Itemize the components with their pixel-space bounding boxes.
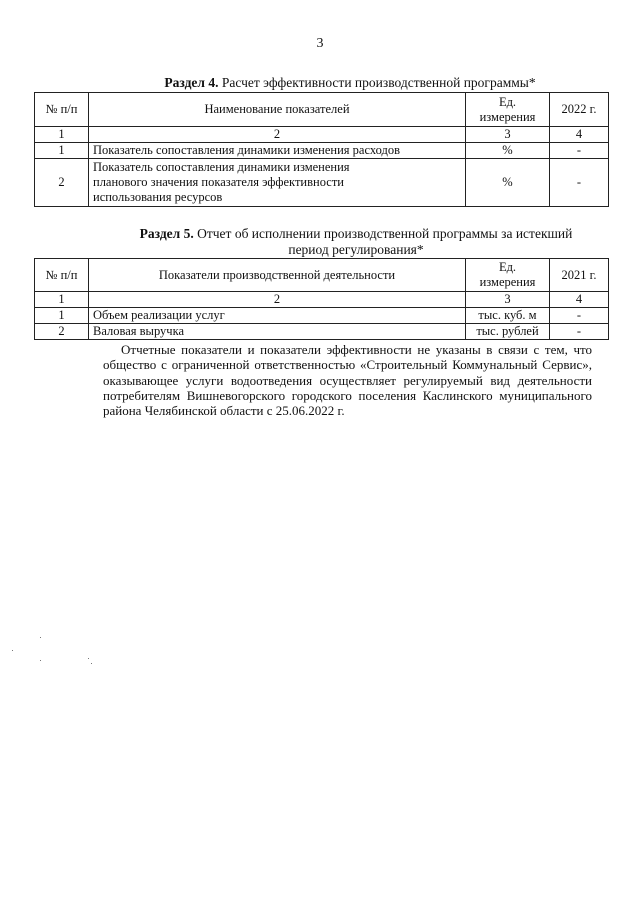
table-cell: - bbox=[550, 143, 609, 159]
table-row bbox=[35, 324, 609, 340]
table-cell: % bbox=[466, 159, 550, 207]
table-cell: 1 bbox=[35, 308, 89, 324]
header-num: № п/п bbox=[35, 259, 89, 292]
section5-title-line2: период регулирования* bbox=[288, 242, 424, 257]
table-cell: - bbox=[550, 324, 609, 340]
scan-speck bbox=[40, 637, 41, 638]
table-header-row bbox=[35, 93, 609, 127]
scan-speck bbox=[91, 663, 92, 664]
scan-speck bbox=[12, 650, 13, 651]
table-cell: 1 bbox=[35, 292, 89, 308]
table-row bbox=[35, 159, 609, 207]
section4-title bbox=[100, 75, 600, 91]
scan-speck bbox=[40, 660, 41, 661]
table-index-row bbox=[35, 127, 609, 143]
table-cell: Объем реализации услуг bbox=[89, 308, 466, 324]
table-cell: 3 bbox=[466, 127, 550, 143]
table-cell: - bbox=[550, 159, 609, 207]
section4-table bbox=[34, 92, 609, 207]
table-cell: 4 bbox=[550, 292, 609, 308]
header-name: Наименование показателей bbox=[89, 93, 466, 127]
header-num: № п/п bbox=[35, 93, 89, 127]
header-unit: Ед. измерения bbox=[466, 93, 550, 127]
section4-title-text: Расчет эффективности производственной программы* bbox=[218, 75, 536, 90]
section5-title-text: Отчет об исполнении производственной программы за истекший bbox=[193, 226, 573, 241]
table-cell: тыс. куб. м bbox=[466, 308, 550, 324]
page-number: 3 bbox=[316, 36, 324, 51]
table-index-row bbox=[35, 292, 609, 308]
table-cell: 2 bbox=[89, 127, 466, 143]
section5-title bbox=[96, 226, 616, 258]
header-unit: Ед. измерения bbox=[466, 259, 550, 292]
section5-title-bold: Раздел 5. bbox=[139, 226, 194, 241]
table-row bbox=[35, 308, 609, 324]
table-cell: 4 bbox=[550, 127, 609, 143]
table-cell: тыс. рублей bbox=[466, 324, 550, 340]
explanatory-note: Отчетные показатели и показатели эффективности не указаны в связи с тем, что общество с ограниченной ответственностью «Строительный Коммунальный Сервис», оказывающее услуги водоотведения осуществляет регулируемый вид деятельности потребителям Вишневогорского городского поселения Каслинского муниципального района Челябинской области с 25.06.2022 г. bbox=[103, 342, 592, 419]
table-row bbox=[35, 143, 609, 159]
table-cell: Показатель сопоставления динамики изменения расходов bbox=[89, 143, 466, 159]
table-cell: 1 bbox=[35, 143, 89, 159]
table-cell: - bbox=[550, 308, 609, 324]
table-cell: Валовая выручка bbox=[89, 324, 466, 340]
scan-speck bbox=[88, 658, 89, 659]
section5-title-line1 bbox=[96, 226, 616, 242]
table-cell: 3 bbox=[466, 292, 550, 308]
header-name: Показатели производственной деятельности bbox=[89, 259, 466, 292]
table-header-row bbox=[35, 259, 609, 292]
header-year: 2021 г. bbox=[550, 259, 609, 292]
header-year: 2022 г. bbox=[550, 93, 609, 127]
table-cell: 2 bbox=[35, 324, 89, 340]
table-cell: Показатель сопоставления динамики изменения планового значения показателя эффективности использования ресурсов bbox=[89, 159, 466, 207]
section5-table bbox=[34, 258, 609, 340]
table-cell: 1 bbox=[35, 127, 89, 143]
section4-title-bold: Раздел 4. bbox=[164, 75, 219, 90]
table-cell: 2 bbox=[89, 292, 466, 308]
table-cell: % bbox=[466, 143, 550, 159]
table-cell: 2 bbox=[35, 159, 89, 207]
